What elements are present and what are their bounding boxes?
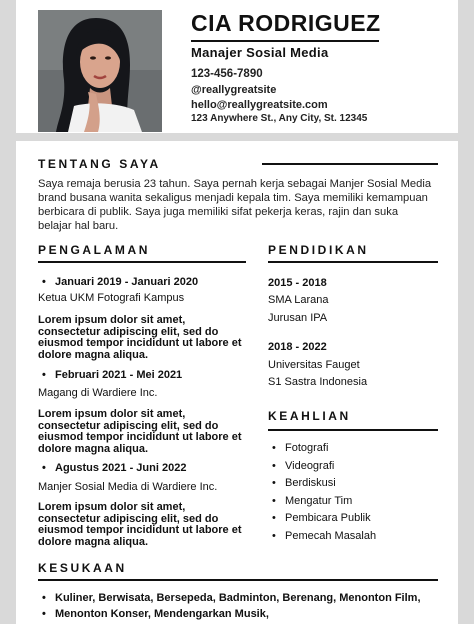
experience-description: Lorem ipsum dolor sit amet, consectetur adipiscing elit, sed do eiusmod tempor incididunt ut labore et dolore magna aliqua. [38, 501, 242, 548]
contact-social: @reallygreatsite [191, 84, 277, 96]
skill-item: • Fotografi [268, 442, 376, 460]
education-major: S1 Sastra Indonesia [268, 376, 368, 388]
experience-description: Lorem ipsum dolor sit amet, consectetur adipiscing elit, sed do eiusmod tempor incididunt ut labore et dolore magna aliqua. [38, 408, 242, 455]
skills-title: KEAHLIAN [268, 409, 351, 423]
job-title: Manajer Sosial Media [191, 45, 329, 60]
education-years: 2018 - 2022 [268, 341, 327, 353]
education-divider [268, 261, 438, 263]
profile-photo [38, 10, 162, 132]
education-school: Universitas Fauget [268, 359, 360, 371]
skill-item: • Berdiskusi [268, 477, 376, 495]
education-major: Jurusan IPA [268, 312, 328, 324]
experience-role: Manjer Sosial Media di Wardiere Inc. [38, 481, 218, 493]
skills-divider [268, 429, 438, 431]
hobbies-list [38, 590, 438, 622]
name-divider [191, 40, 379, 42]
skills-list [268, 442, 376, 548]
skill-item: • Videografi [268, 460, 376, 478]
contact-phone: 123-456-7890 [191, 68, 263, 80]
about-title: TENTANG SAYA [38, 157, 161, 171]
education-title: PENDIDIKAN [268, 243, 369, 257]
experience-date: • Februari 2021 - Mei 2021 [38, 369, 182, 381]
experience-role: Ketua UKM Fotografi Kampus [38, 292, 185, 304]
hobby-item: • Kuliner, Berwisata, Bersepeda, Badminton, Berenang, Menonton Film, [38, 590, 438, 606]
hobbies-title: KESUKAAN [38, 561, 127, 575]
experience-date: • Agustus 2021 - Juni 2022 [38, 462, 186, 474]
experience-title: PENGALAMAN [38, 243, 150, 257]
experience-role: Magang di Wardiere Inc. [38, 387, 158, 399]
hobbies-divider [38, 579, 438, 581]
education-years: 2015 - 2018 [268, 277, 327, 289]
education-school: SMA Larana [268, 294, 329, 306]
experience-divider [38, 261, 246, 263]
about-text: Saya remaja berusia 23 tahun. Saya pernah kerja sebagai Manjer Sosial Media brand busana wanita sekaligus menjadi kepala tim. Saya memiliki kemampuan berbicara di publik. Saya juga memiliki sifat pekerja keras, rajin dan suka belajar hal baru. [38, 178, 432, 232]
experience-description: Lorem ipsum dolor sit amet, consectetur adipiscing elit, sed do eiusmod tempor incididunt ut labore et dolore magna aliqua. [38, 314, 242, 361]
skill-item: • Pembicara Publik [268, 512, 376, 530]
experience-date: • Januari 2019 - Januari 2020 [38, 276, 198, 288]
skill-item: • Pemecah Masalah [268, 530, 376, 548]
contact-address: 123 Anywhere St., Any City, St. 12345 [191, 113, 368, 124]
resume-name: CIA RODRIGUEZ [191, 10, 381, 36]
about-divider [262, 163, 438, 165]
skill-item: • Mengatur Tim [268, 495, 376, 513]
hobby-item: • Menonton Konser, Mendengarkan Musik, [38, 606, 438, 622]
contact-email: hello@reallygreatsite.com [191, 99, 328, 111]
